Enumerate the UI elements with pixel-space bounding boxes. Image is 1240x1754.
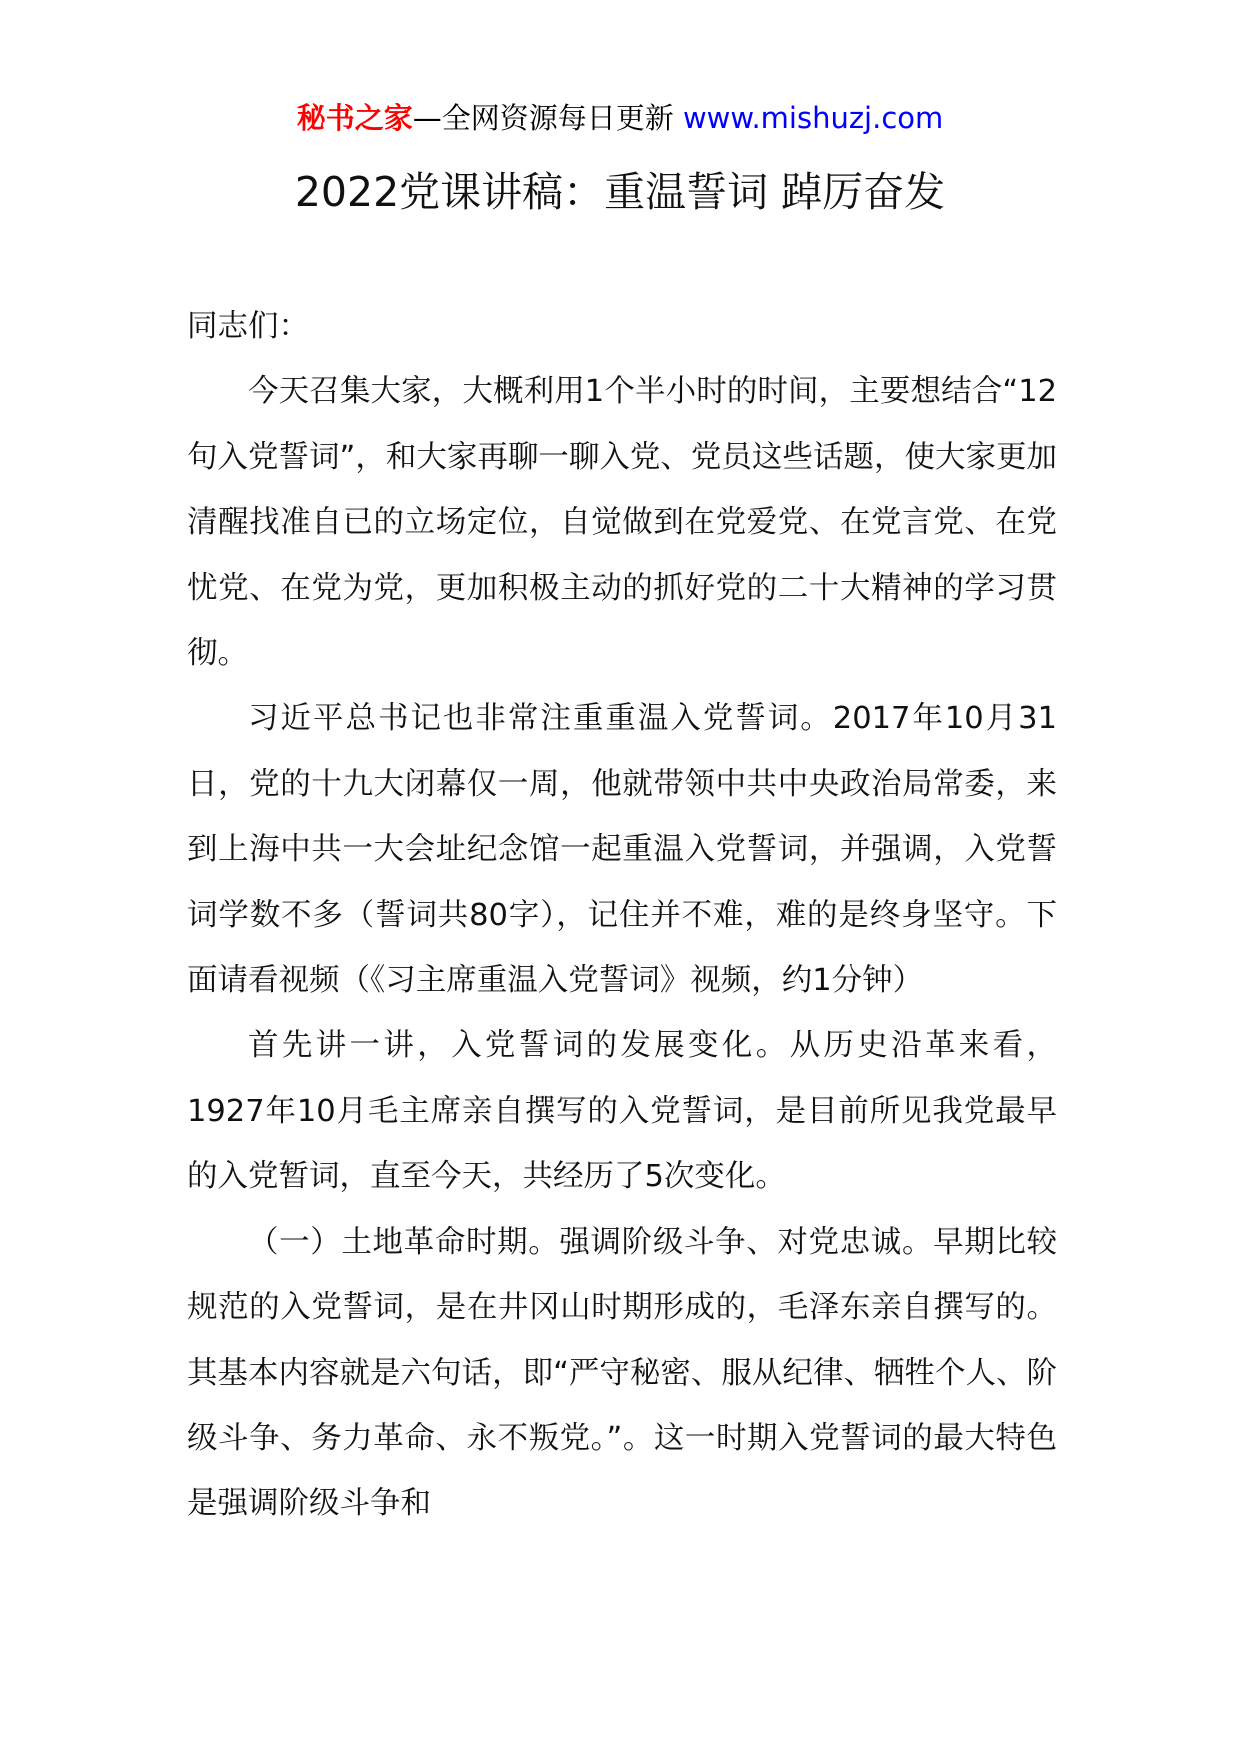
salutation: 同志们： (187, 309, 309, 344)
site-url-link[interactable]: www.mishuzj.com (682, 101, 944, 135)
paragraph: （一）土地革命时期。强调阶级斗争、对党忠诚。早期比较规范的入党誓词，是在井冈山时期形成的，毛泽东亲自撰写的。其基本内容就是六句话，即“严守秘密、服从纪律、牺牲个人、阶级斗争、务力革命、永不叛党。”。这一时期入党誓词的最大特色是强调阶级斗争和 (187, 1224, 1057, 1522)
paragraph: 首先讲一讲，入党誓词的发展变化。从历史沿革来看，1927年10月毛主席亲自撰写的入党誓词，是目前所见我党最早的入党暂词，直至今天，共经历了5次变化。 (187, 1028, 1057, 1195)
paragraph: 今天召集大家，大概利用1个半小时的时间，主要想结合“12句入党誓词”，和大家再聊一聊入党、党员这些话题，使大家更加清醒找准自已的立场定位，自觉做到在党爱党、在党言党、在党忧党、在党为党，更加积极主动的抓好党的二十大精神的学习贯彻。 (187, 374, 1057, 672)
document-body (187, 294, 1057, 1537)
page-header (0, 98, 1240, 138)
paragraph: 习近平总书记也非常注重重温入党誓词。2017年10月31日，党的十九大闭幕仅一周，他就带领中共中央政治局常委，来到上海中共一大会址纪念馆一起重温入党誓词，并强调，入党誓词学数不多（誓词共80字），记住并不难，难的是终身坚守。下面请看视频（《习主席重温入党誓词》视频，约1分钟） (187, 701, 1057, 999)
header-tagline: —全网资源每日更新 (412, 101, 683, 135)
brand-name: 秘书之家 (296, 101, 413, 135)
document-title: 2022党课讲稿：重温誓词 踔厉奋发 (294, 168, 946, 216)
